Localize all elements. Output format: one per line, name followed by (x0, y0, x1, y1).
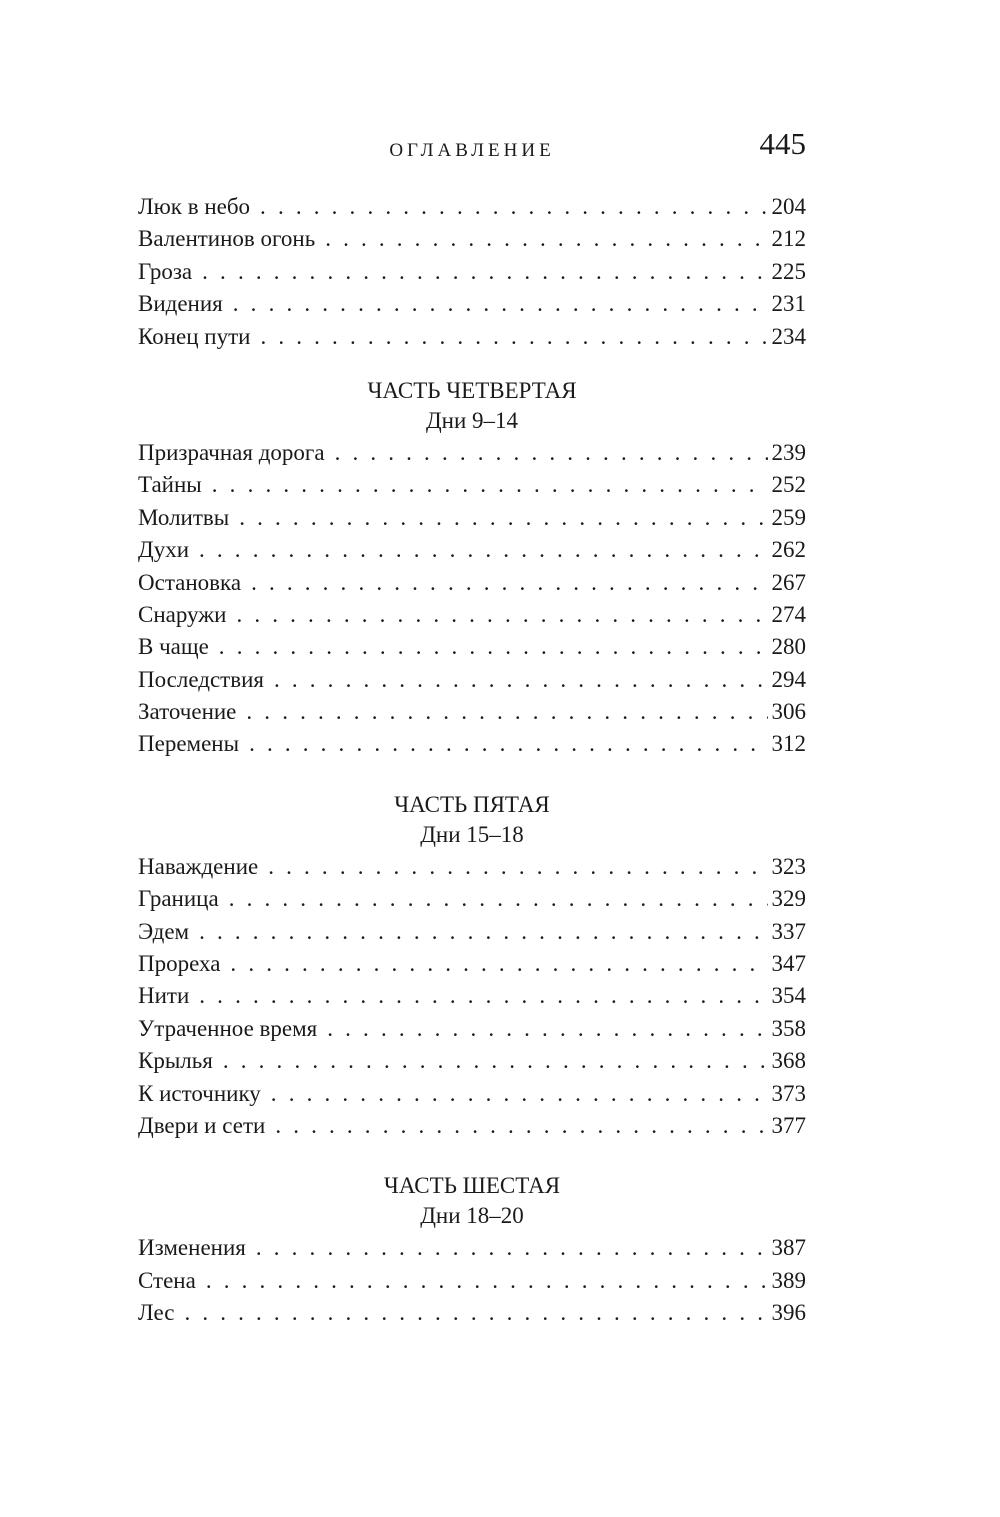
dot-leader (274, 667, 768, 693)
dot-leader (271, 1081, 768, 1107)
entry-page-number: 368 (771, 1048, 806, 1074)
entry-page-number: 354 (771, 983, 806, 1009)
running-head (138, 128, 806, 172)
dot-leader (249, 731, 767, 757)
dot-leader (199, 919, 767, 945)
entry-title: Крылья (138, 1048, 213, 1074)
entry-title: Эдем (138, 918, 190, 944)
entry-page-number: 234 (771, 323, 806, 349)
dot-leader (335, 440, 768, 466)
dot-leader (251, 570, 767, 596)
entry-page-number: 387 (771, 1235, 806, 1261)
entry-title: Двери и сети (138, 1112, 266, 1138)
entry-title: Молитвы (138, 504, 230, 530)
entry-page-number: 358 (771, 1015, 806, 1041)
entry-title: Утраченное время (138, 1015, 318, 1041)
entry-title: Граница (138, 886, 219, 912)
entry-page-number: 312 (771, 731, 806, 757)
entry-title: Гроза (138, 258, 193, 284)
entry-title: Снаружи (138, 601, 227, 627)
entry-title: Нити (138, 983, 190, 1009)
dot-leader (236, 602, 767, 628)
part-heading (138, 790, 806, 852)
dot-leader (246, 699, 767, 725)
dot-leader (184, 1300, 767, 1326)
dot-leader (202, 259, 767, 285)
entry-title: Последствия (138, 666, 264, 692)
toc-entry[interactable] (138, 667, 806, 699)
dot-leader (260, 194, 767, 220)
entry-page-number: 337 (771, 918, 806, 944)
entry-page-number: 396 (771, 1300, 806, 1326)
toc-entry[interactable] (138, 440, 806, 472)
entry-title: Стена (138, 1267, 196, 1293)
page-number: 445 (759, 126, 806, 161)
toc-entry[interactable] (138, 1081, 806, 1113)
entry-page-number: 274 (771, 601, 806, 627)
entry-title: Призрачная дорога (138, 439, 325, 465)
dot-leader (230, 951, 767, 977)
toc-entry[interactable] (138, 699, 806, 731)
toc-entry[interactable] (138, 291, 806, 323)
table-of-contents (138, 194, 806, 1333)
toc-entry[interactable] (138, 1300, 806, 1332)
part-days: Дни 15–18 (420, 821, 524, 847)
toc-entry[interactable] (138, 731, 806, 763)
toc-entry[interactable] (138, 1048, 806, 1080)
part-days: Дни 9–14 (425, 407, 519, 433)
dot-leader (233, 291, 768, 317)
part-heading (138, 1171, 806, 1233)
dot-leader (206, 1268, 768, 1294)
entry-page-number: 239 (771, 439, 806, 465)
toc-entry[interactable] (138, 194, 806, 226)
dot-leader (327, 1016, 767, 1042)
part-title: ЧАСТЬ ПЯТАЯ (394, 791, 550, 817)
running-title: ОГЛАВЛЕНИЕ (389, 140, 555, 161)
entry-title: Конец пути (138, 323, 251, 349)
toc-entry[interactable] (138, 537, 806, 569)
dot-leader (229, 886, 768, 912)
toc-entry[interactable] (138, 602, 806, 634)
entry-page-number: 323 (771, 853, 806, 879)
entry-page-number: 267 (771, 569, 806, 595)
entry-title: Духи (138, 537, 189, 563)
entry-title: Видения (138, 291, 223, 317)
toc-entry[interactable] (138, 324, 806, 356)
part-days: Дни 18–20 (420, 1203, 524, 1229)
part-heading (138, 376, 806, 438)
toc-entry[interactable] (138, 951, 806, 983)
dot-leader (325, 226, 767, 252)
entry-page-number: 347 (771, 951, 806, 977)
entry-title: Тайны (138, 472, 202, 498)
entry-title: К источнику (138, 1080, 261, 1106)
entry-page-number: 373 (771, 1080, 806, 1106)
entry-title: Остановка (138, 569, 242, 595)
toc-entry[interactable] (138, 1268, 806, 1300)
entry-page-number: 231 (771, 291, 806, 317)
toc-entry[interactable] (138, 1113, 806, 1145)
entry-page-number: 377 (771, 1112, 806, 1138)
dot-leader (239, 505, 767, 531)
toc-entry[interactable] (138, 983, 806, 1015)
entry-page-number: 225 (771, 258, 806, 284)
dot-leader (219, 634, 768, 660)
toc-entry[interactable] (138, 854, 806, 886)
dot-leader (223, 1048, 768, 1074)
dot-leader (212, 472, 768, 498)
dot-leader (199, 537, 768, 563)
toc-entry[interactable] (138, 886, 806, 918)
entry-page-number: 259 (771, 504, 806, 530)
entry-title: Перемены (138, 731, 240, 757)
dot-leader (275, 1113, 767, 1139)
entry-page-number: 262 (771, 537, 806, 563)
entry-title: Люк в небо (138, 194, 251, 219)
toc-entry[interactable] (138, 1016, 806, 1048)
entry-page-number: 389 (771, 1267, 806, 1293)
toc-entry[interactable] (138, 634, 806, 666)
toc-entry[interactable] (138, 919, 806, 951)
toc-entry[interactable] (138, 472, 806, 504)
entry-page-number: 204 (771, 194, 806, 219)
entry-title: Валентинов огонь (138, 226, 316, 252)
entry-page-number: 280 (771, 634, 806, 660)
part-title: ЧАСТЬ ЧЕТВЕРТАЯ (367, 377, 577, 403)
entry-title: Заточение (138, 699, 237, 725)
dot-leader (256, 1235, 768, 1261)
entry-title: Изменения (138, 1235, 246, 1261)
dot-leader (199, 983, 767, 1009)
entry-title: Наваждение (138, 853, 259, 879)
entry-page-number: 294 (771, 666, 806, 692)
entry-title: В чаще (138, 634, 209, 660)
entry-title: Прореха (138, 951, 221, 977)
entry-page-number: 212 (771, 226, 806, 252)
entry-page-number: 329 (771, 886, 806, 912)
toc-entry[interactable] (138, 1235, 806, 1267)
dot-leader (260, 324, 767, 350)
entry-page-number: 306 (771, 699, 806, 725)
dot-leader (268, 854, 767, 880)
entry-title: Лес (138, 1300, 175, 1326)
toc-entry[interactable] (138, 570, 806, 602)
part-title: ЧАСТЬ ШЕСТАЯ (383, 1173, 561, 1199)
toc-entry[interactable] (138, 226, 806, 258)
toc-entry[interactable] (138, 505, 806, 537)
toc-entry[interactable] (138, 259, 806, 291)
entry-page-number: 252 (771, 472, 806, 498)
